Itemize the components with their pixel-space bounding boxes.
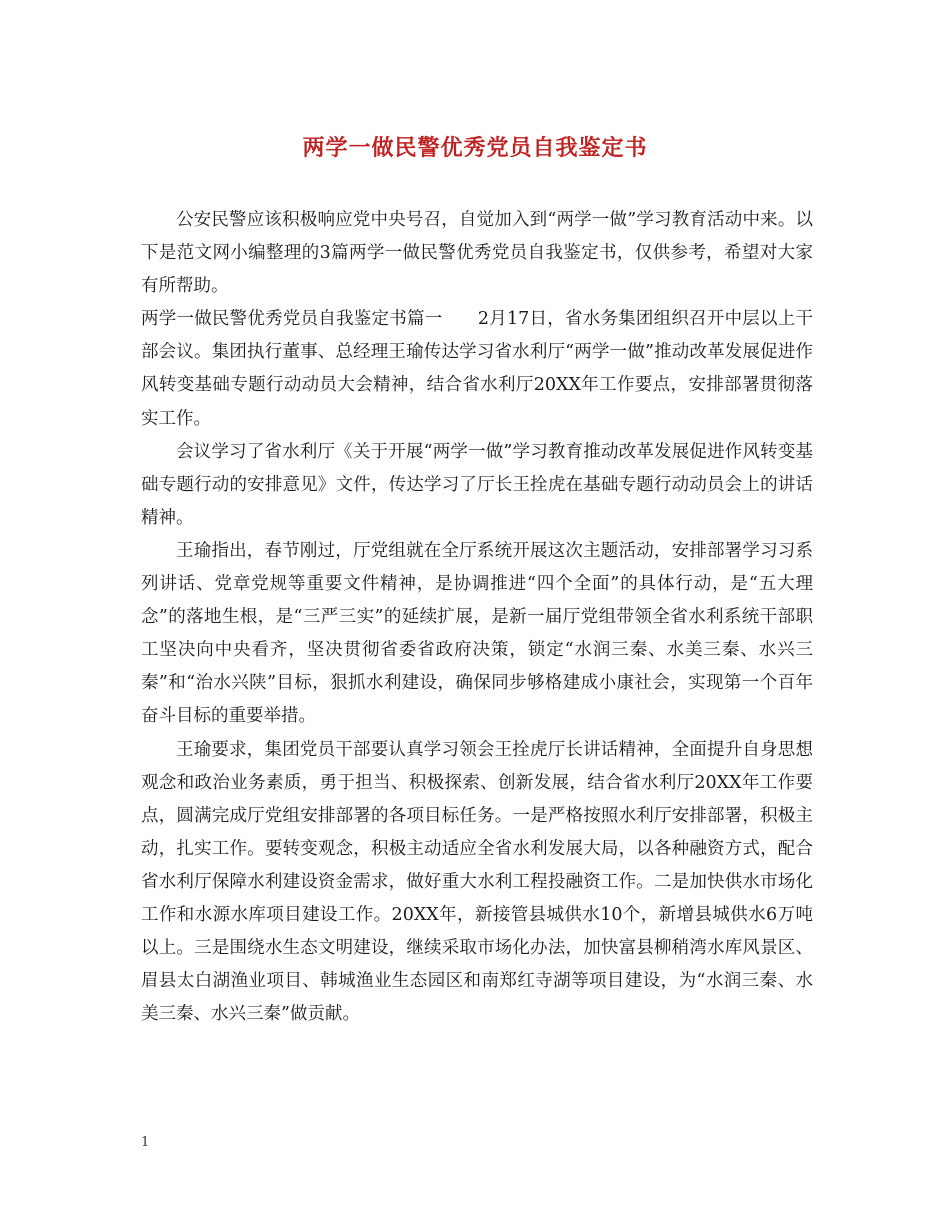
document-body <box>141 204 813 1031</box>
paragraph-meeting: 会议学习了省水利厅《关于开展“两学一做”学习教育推动改革发展促进作风转变基础专题行动的安排意见》文件，传达学习了厅长王拴虎在基础专题行动动员会上的讲话精神。 <box>141 441 813 528</box>
paragraph-intro: 公安民警应该积极响应党中央号召，自觉加入到“两学一做”学习教育活动中来。以下是范文网小编整理的3篇两学一做民警优秀党员自我鉴定书，仅供参考，希望对大家有所帮助。 <box>141 210 813 297</box>
paragraph-section-one: 两学一做民警优秀党员自我鉴定书篇一 2月17日，省水务集团组织召开中层以上干部会议。集团执行董事、总经理王瑜传达学习省水利厅“两学一做”推动改革发展促进作风转变基础专题行动动员大会精神，结合省水利厅20XX年工作要点，安排部署贯彻落实工作。 <box>141 309 813 429</box>
document-title: 两学一做民警优秀党员自我鉴定书 <box>302 135 648 161</box>
page-number: 1 <box>141 1135 150 1150</box>
paragraph-wangyu-requirements: 王瑜要求，集团党员干部要认真学习领会王拴虎厅长讲话精神，全面提升自身思想观念和政治业务素质，勇于担当、积极探索、创新发展，结合省水利厅20XX年工作要点，圆满完成厅党组安排部署的各项目标任务。一是严格按照水利厅安排部署，积极主动，扎实工作。要转变观念，积极主动适应全省水利发展大局，以各种融资方式，配合省水利厅保障水利建设资金需求，做好重大水利工程投融资工作。二是加快供水市场化工作和水源水库项目建设工作。20XX年，新接管县城供水10个，新增县城供水6万吨以上。三是围绕水生态文明建设，继续采取市场化办法，加快富县柳稍湾水库风景区、眉县太白湖渔业项目、韩城渔业生态园区和南郑红寺湖等项目建设，为“水润三秦、水美三秦、水兴三秦”做贡献。 <box>141 739 813 1025</box>
paragraph-wangyu-points: 王瑜指出，春节刚过，厅党组就在全厅系统开展这次主题活动，安排部署学习习系列讲话、党章党规等重要文件精神，是协调推进“四个全面”的具体行动，是“五大理念”的落地生根，是“三严三实”的延续扩展，是新一届厅党组带领全省水利系统干部职工坚决向中央看齐，坚决贯彻省委省政府决策，锁定“水润三秦、水美三秦、水兴三秦”和“治水兴陕”目标，狠抓水利建设，确保同步够格建成小康社会，实现第一个百年奋斗目标的重要举措。 <box>141 540 813 727</box>
